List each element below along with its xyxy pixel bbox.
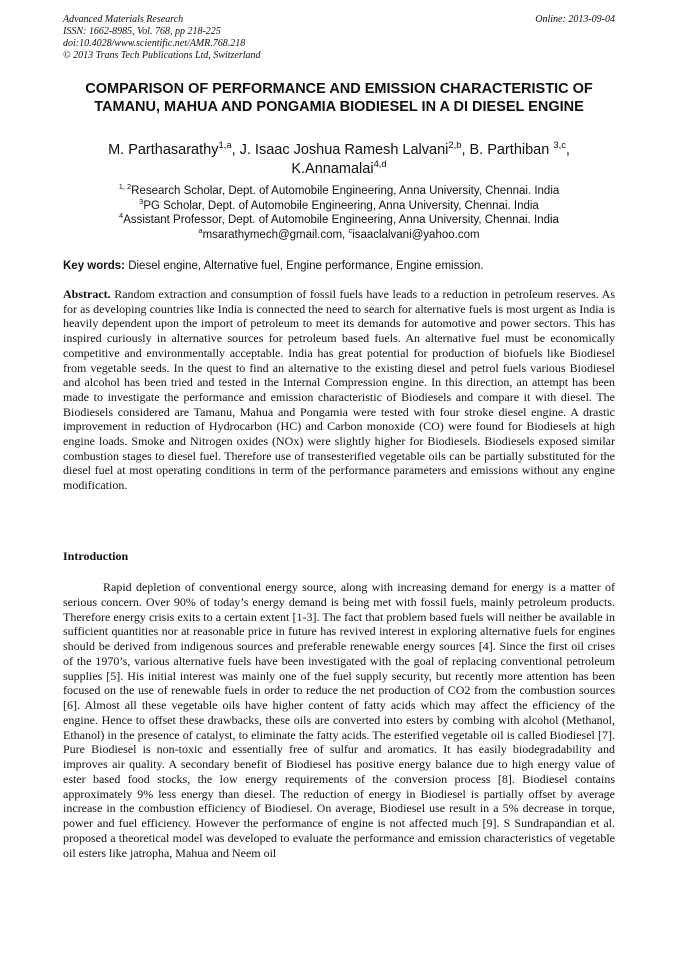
keywords-label: Key words: (63, 260, 125, 272)
issn-line: ISSN: 1662-8985, Vol. 768, pp 218-225 (63, 26, 221, 37)
copyright-line: © 2013 Trans Tech Publications Ltd, Switzerland (63, 50, 261, 61)
email-link[interactable]: msarathymech@gmail.com, (202, 228, 349, 241)
author: M. Parthasarathy$^{1,a}$, (108, 139, 240, 158)
journal-header (63, 14, 615, 62)
affiliation-list (63, 184, 615, 242)
author-list (63, 141, 615, 179)
keywords (63, 259, 615, 273)
introduction-paragraph: Rapid depletion of conventional energy source, along with increasing demand for energy is a matter of serious concern. Over 90% of today’s energy demand is being met with fossil fuels, mainly petroleum products. Therefore energy crisis exits to a certain extent [1-3]. The fact that problem based fuels will neither be available in sufficient quantities nor at reasonable price in future has revived interest in exploring alternative fuels for engines should be derived from indigenous sources and preferable renewable energy sources [4]. Since the first oil crises of the 1970’s, various alternative fuels have been investigated with the goal of replacing conventional petroleum supplies [5]. His initial interest was mainly one of the fuel supply security, but recently more attention has been focused on the use of renewable fuels in order to reduce the net production of CO2 from the combustion sources [6]. Almost all these vegetable oils have higher content of fatty acids which may affect the efficiency of the engine. Hence to offset these drawbacks, these oils are converted into esters by combing with alcohol (Methanol, Ethanol) in the presence of catalyst, to eliminate the fatty acids. The esterified vegetable oil is called Biodiesel [7]. Pure Biodiesel is non-toxic and essentially free of sulfur and aromatics. It has easily biodegradability and improves air quality. A secondary benefit of Biodiesel has positive energy balance due to high energy value of ester based food stocks, the low energy requirements of the conversion process [8]. Biodiesel contains approximately 9% less energy than diesel. The reduction of energy in Biodiesel is partially offset by average increase in the combustion efficiency of Biodiesel. On average, Biodiesel use result in a 5% decrease in torque, power and fuel efficiency. However the performance of engine is not affected much [9]. S Sundrapandian et al. proposed a theoretical model was developed to evaluate the performance and emission characteristics of vegetable oil esters like jatropha, Mahua and Neem oil (63, 580, 615, 860)
email-link[interactable]: isaaclalvani@yahoo.com (352, 228, 480, 241)
abstract-text: Random extraction and consumption of fossil fuels have leads to a reduction in petroleum reserves. As for as developing countries like India is connected the need to search for alternative fuels is most urgent as India is heavily dependent upon the import of petroleum to meet its demands for automotive and power sectors. This has inspired curiously in alternative sources for petroleum based fuels. An alternative fuel must be economically competitive and environmentally acceptable. India has great potential for production of biofuels like Biodiesel from vegetable seeds. In the quest to find an alternative to the existing diesel and petrol fuels various Biodiesel and alcohol has been tried and tested in the Internal Compression engine. In this direction, an attempt has been made to investigate the performance and emission characteristic of Biodiesels and compare it with diesel. The Biodiesels considered are Tamanu, Mahua and Pongamia were tested with four stroke diesel engine. A drastic improvement in reduction of Hydrocarbon (HC) and Carbon monoxide (CO) were found for Biodiesels at high engine loads. Smoke and Nitrogen oxides (NOx) were slightly higher for Biodiesels. Biodiesels exposed similar combustion stages to diesel fuel. Therefore use of transesterified vegetable oils can be partially substituted for the diesel fuel at most operating conditions in term of the performance parameters and emissions without any engine modification. (63, 287, 615, 493)
author: J. Isaac Joshua Ramesh Lalvani$^{2,b}$, (239, 139, 470, 158)
affiliation: $^{1, 2}$Research Scholar, Dept. of Automobile Engineering, Anna University, Chennai. India (118, 182, 560, 197)
abstract-label: Abstract. (63, 287, 111, 301)
journal-name: Advanced Materials Research (63, 14, 184, 25)
affiliation: $^4$Assistant Professor, Dept. of Automobile Engineering, Anna University, Chennai. India (119, 211, 559, 226)
header-left (63, 14, 615, 62)
section-heading-introduction: Introduction (63, 549, 129, 563)
doi-line: doi:10.4028/www.scientific.net/AMR.768.218 (63, 38, 246, 49)
paper-title: COMPARISON OF PERFORMANCE AND EMISSION CHARACTERISTIC OF TAMANU, MAHUA AND PONGAMIA BIODIESEL IN A DI DIESEL ENGINE (85, 81, 593, 115)
author: K.Annamalai$^{4,d}$ (291, 158, 387, 177)
email-line: $^a$msarathymech@gmail.com, $^c$isaaclalvani@yahoo.com (198, 225, 480, 241)
keywords-text: Diesel engine, Alternative fuel, Engine performance, Engine emission. (125, 260, 484, 272)
online-date: Online: 2013-09-04 (535, 14, 615, 25)
author: B. Parthiban $^{3,c}$, (469, 139, 570, 158)
abstract (63, 287, 615, 493)
affiliation: $^3$PG Scholar, Dept. of Automobile Engineering, Anna University, Chennai. India (139, 196, 539, 212)
